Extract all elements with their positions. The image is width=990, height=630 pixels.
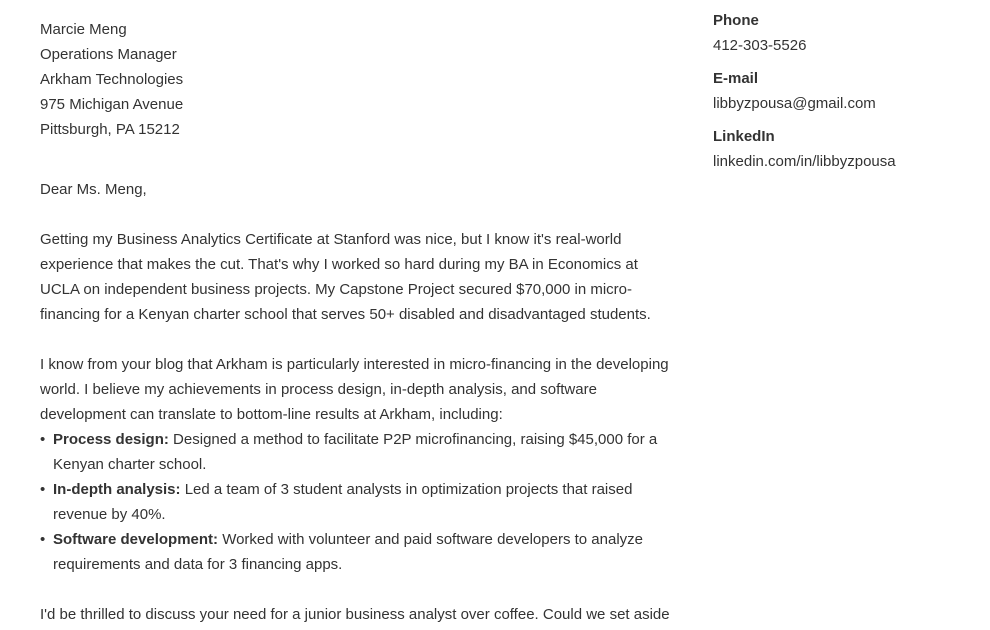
bullet-text: Worked with volunteer and paid software developers to analyze requirements and data for 3 financing apps. [53,531,643,573]
recipient-title: Operations Manager [40,46,177,63]
contact-sidebar [713,8,973,182]
paragraph-closing: I'd be thrilled to discuss your need for a junior business analyst over coffee. Could we set aside [40,606,670,623]
linkedin-label: LinkedIn [713,128,775,145]
email-label: E-mail [713,70,759,87]
bullet-text: Led a team of 3 student analysts in optimization projects that raised revenue by 40%. [53,481,633,523]
recipient-name: Marcie Meng [40,21,127,38]
bullet-label: Software development: [53,531,219,548]
contact-linkedin [713,124,973,174]
bullet-label: In-depth analysis: [53,481,181,498]
bullet-icon: • [40,481,46,498]
bullet-icon: • [40,531,46,548]
list-item [40,477,672,527]
letter-body [40,17,672,627]
contact-email [713,66,973,116]
phone-value: 412-303-5526 [713,37,807,54]
list-item [40,527,672,577]
recipient-company: Arkham Technologies [40,71,184,88]
recipient-street: 975 Michigan Avenue [40,96,184,113]
list-item [40,427,672,477]
bullet-icon: • [40,431,46,448]
linkedin-value: linkedin.com/in/libbyzpousa [713,153,896,170]
recipient-city: Pittsburgh, PA 15212 [40,121,180,138]
paragraph-intro: Getting my Business Analytics Certificate at Stanford was nice, but I know it's real-world experience that makes the cut. That's why I worked so hard during my BA in Economics at UCLA on independent business projects. My Capstone Project secured $70,000 in micro-financing for a Kenyan charter school that serves 50+ disabled and disadvantaged students. [40,231,651,323]
recipient-address [40,17,672,142]
bullet-text: Designed a method to facilitate P2P microfinancing, raising $45,000 for a Kenyan charter school. [53,431,658,473]
email-value: libbyzpousa@gmail.com [713,95,876,112]
contact-phone [713,8,973,58]
phone-label: Phone [713,12,759,29]
bullet-label: Process design: [53,431,169,448]
paragraph-achievements: I know from your blog that Arkham is particularly interested in micro-financing in the developing world. I believe my achievements in process design, in-depth analysis, and software development can translate to bottom-line results at Arkham, including: [40,356,669,423]
achievement-list [40,427,672,577]
salutation: Dear Ms. Meng, [40,181,147,198]
